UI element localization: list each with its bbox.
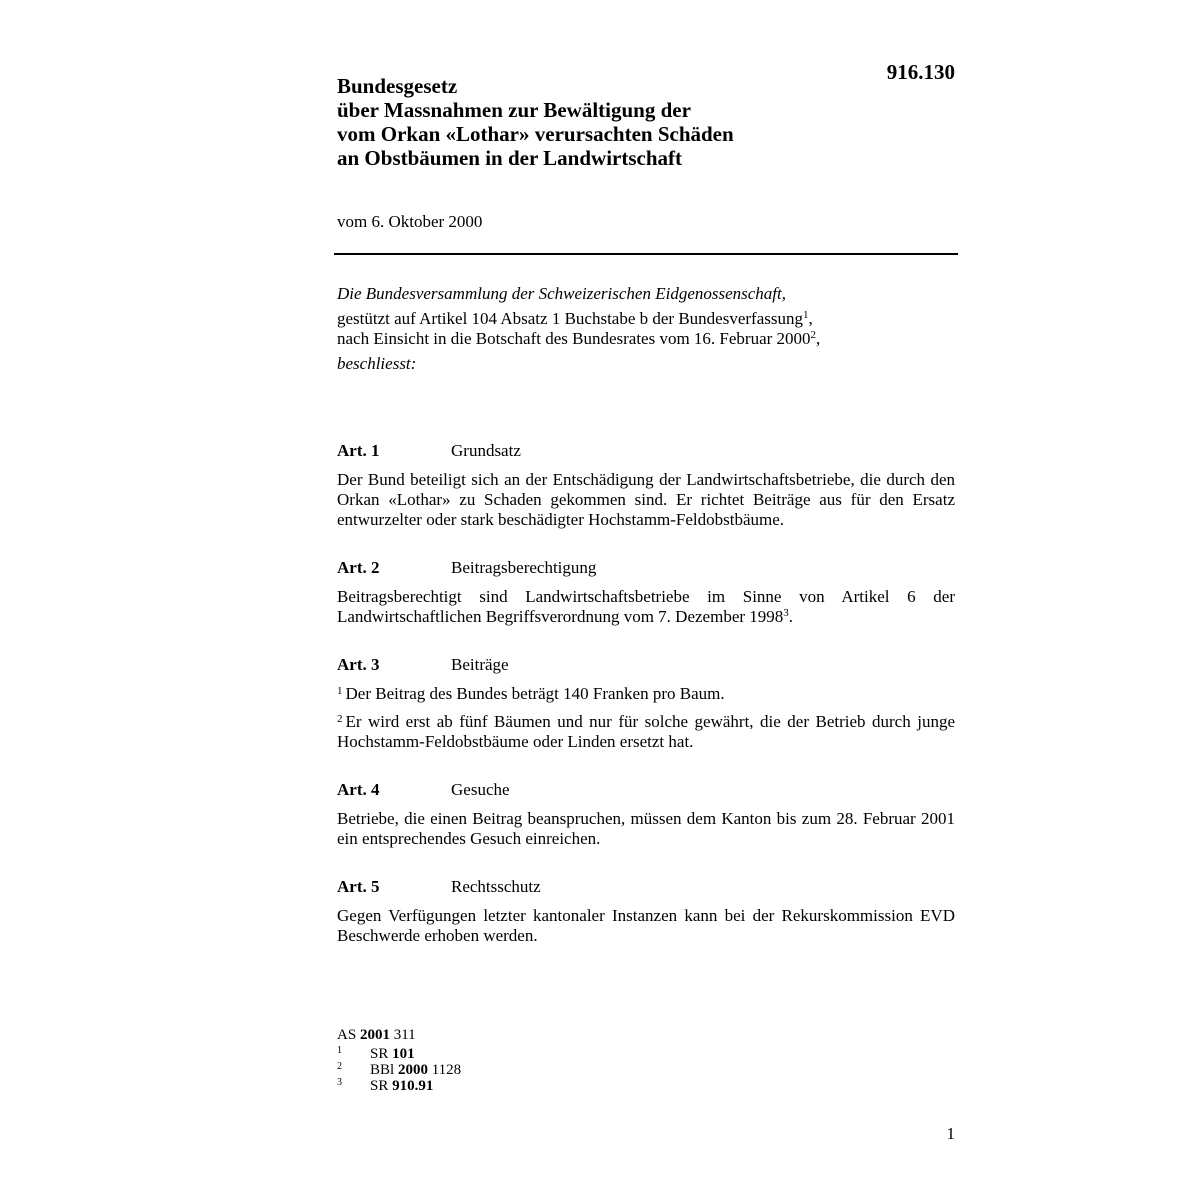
punctuation: ,: [816, 329, 821, 348]
paragraph-number: 1: [337, 685, 343, 697]
article-text-body: Beitragsberechtigt sind Landwirtschaftsbetriebe im Sinne von Artikel 6 der Landwirtschaftlichen Begriffsverordnung vom 7. Dezember 1998: [337, 587, 955, 626]
preamble-enacting-body: Die Bundesversammlung der Schweizerischen Eidgenossenschaft,: [337, 284, 786, 303]
article-heading: [337, 558, 955, 578]
header-divider: [334, 253, 958, 255]
preamble-basis-text: gestützt auf Artikel 104 Absatz 1 Buchstabe b der Bundesverfassung: [337, 309, 803, 328]
article-4: [337, 780, 955, 849]
punctuation: .: [788, 607, 794, 626]
sr-number: 916.130: [886, 60, 955, 84]
article-heading: [337, 877, 955, 897]
footnote-bold: 101: [392, 1046, 415, 1062]
preamble-basis: [337, 309, 957, 329]
article-heading: [337, 441, 955, 461]
preamble: [337, 284, 957, 374]
title-line: vom Orkan «Lothar» verursachten Schäden: [337, 122, 734, 146]
article-1: [337, 441, 955, 530]
article-title: Rechtsschutz: [451, 877, 541, 896]
title-line: Bundesgesetz: [337, 74, 458, 98]
article-heading: [337, 655, 955, 675]
official-collection-ref: [337, 1026, 416, 1044]
article-number: Art. 2: [337, 558, 380, 577]
footnote-prefix: SR: [370, 1078, 389, 1094]
preamble-resolves: beschliesst:: [337, 354, 417, 373]
preamble-message: [337, 329, 957, 349]
paragraph-text: Er wird erst ab fünf Bäumen und nur für solche gewährt, die der Betrieb durch junge Hochstamm-Feldobstbäume oder Linden ersetzt hat.: [337, 712, 955, 751]
footnote: 2 BBl 2000 1128: [337, 1061, 462, 1078]
as-prefix: AS: [337, 1027, 357, 1043]
law-date: vom 6. Oktober 2000: [337, 212, 483, 231]
article-3: [337, 655, 955, 752]
article-2: [337, 558, 955, 627]
footnote-suffix: 1128: [431, 1062, 462, 1078]
footnote: 1 SR 101: [337, 1045, 415, 1062]
article-text: Der Bund beteiligt sich an der Entschädigung der Landwirtschaftsbetriebe, die durch den Orkan «Lothar» zu Schaden gekommen sind. Er richtet Beiträge aus für den Ersatz entwurzelter oder stark beschädigter Hochstamm-Feldobstbäume.: [337, 470, 955, 529]
article-title: Gesuche: [451, 780, 510, 799]
footnote-prefix: SR: [370, 1046, 389, 1062]
article-number: Art. 5: [337, 877, 380, 896]
article-title: Beitragsberechtigung: [451, 558, 597, 577]
footnote-bold: 2000: [397, 1062, 428, 1078]
article-paragraph: [337, 684, 955, 704]
footnote-bold: 910.91: [392, 1078, 434, 1094]
title-line: über Massnahmen zur Bewältigung der: [337, 98, 691, 122]
article-5: [337, 877, 955, 946]
article-number: Art. 3: [337, 655, 380, 674]
title-line: an Obstbäumen in der Landwirtschaft: [337, 146, 683, 170]
article-number: Art. 1: [337, 441, 380, 460]
paragraph-text: Der Beitrag des Bundes beträgt 140 Franken pro Baum.: [345, 684, 725, 703]
article-text: Gegen Verfügungen letzter kantonaler Instanzen kann bei der Rekurskommission EVD Beschwerde erhoben werden.: [337, 906, 955, 945]
footnotes: [337, 1046, 461, 1094]
footnote-prefix: BBl: [370, 1062, 395, 1078]
page-number: 1: [946, 1124, 955, 1143]
article-text: Betriebe, die einen Beitrag beanspruchen, müssen dem Kanton bis zum 28. Februar 2001 ein entsprechendes Gesuch einreichen.: [337, 809, 955, 848]
law-title: [337, 74, 877, 170]
article-paragraph: [337, 712, 955, 752]
article-title: Grundsatz: [451, 441, 521, 460]
footnote-ref: 1: [802, 309, 809, 321]
article-number: Art. 4: [337, 780, 380, 799]
article-title: Beiträge: [451, 655, 509, 674]
paragraph-number: 2: [337, 713, 343, 725]
footnote-ref: 2: [810, 329, 817, 341]
article-text: [337, 587, 955, 627]
preamble-message-text: nach Einsicht in die Botschaft des Bundesrates vom 16. Februar 2000: [337, 329, 811, 348]
footnote-ref: 3: [783, 607, 789, 619]
as-page: 311: [393, 1027, 416, 1043]
punctuation: ,: [808, 309, 813, 328]
as-year: 2001: [359, 1027, 390, 1043]
article-heading: [337, 780, 955, 800]
footnote: 3 SR 910.91: [337, 1077, 434, 1094]
